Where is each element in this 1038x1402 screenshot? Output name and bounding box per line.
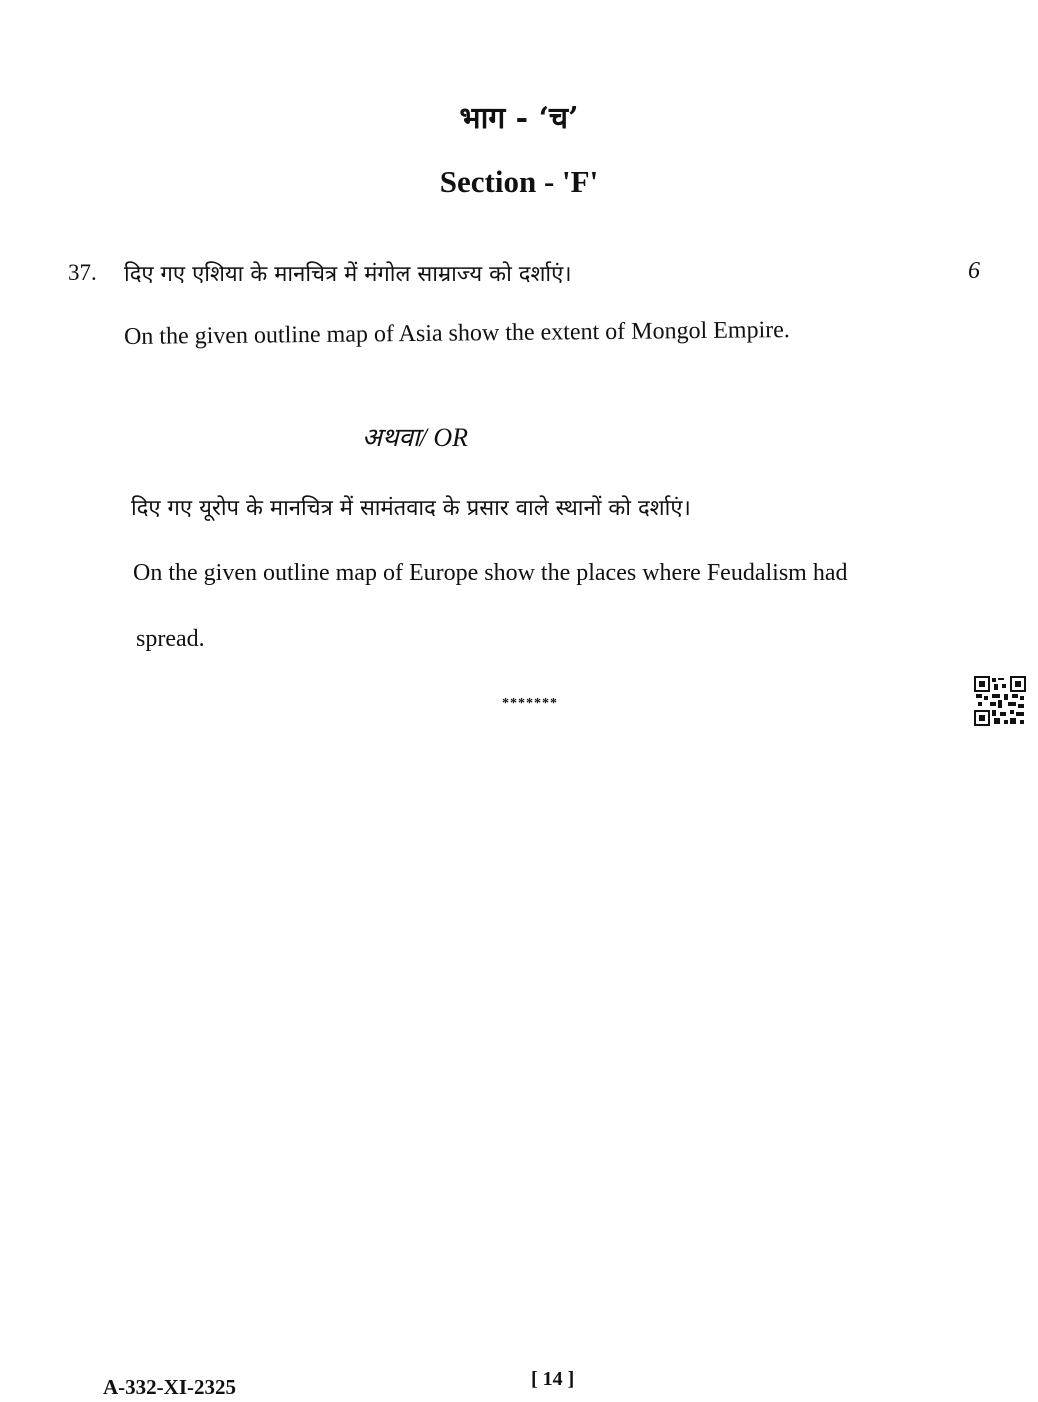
question-number: 37. xyxy=(68,260,97,285)
question-text-english: On the given outline map of Asia show the extent of Mongol Empire. xyxy=(123,317,790,350)
alternative-text-english-line2: spread. xyxy=(136,626,205,652)
or-separator: अथवा/ OR xyxy=(362,423,469,452)
alternative-text-english-line1: On the given outline map of Europe show the places where Feudalism had xyxy=(133,560,848,586)
end-marker: ******* xyxy=(502,696,558,711)
paper-code: A-332-XI-2325 xyxy=(103,1375,236,1399)
section-title-hindi: भाग - ‘च’ xyxy=(459,101,579,136)
section-title-english: Section - 'F' xyxy=(439,164,599,199)
alternative-text-hindi: दिए गए यूरोप के मानचित्र में सामंतवाद के प्रसार वाले स्थानों को दर्शाएं। xyxy=(131,496,691,521)
qr-code-icon xyxy=(974,676,1026,726)
question-text-hindi: दिए गए एशिया के मानचित्र में मंगोल साम्राज्य को दर्शाएं। xyxy=(124,262,572,287)
page-number: [ 14 ] xyxy=(531,1368,575,1390)
question-marks: 6 xyxy=(968,258,980,284)
